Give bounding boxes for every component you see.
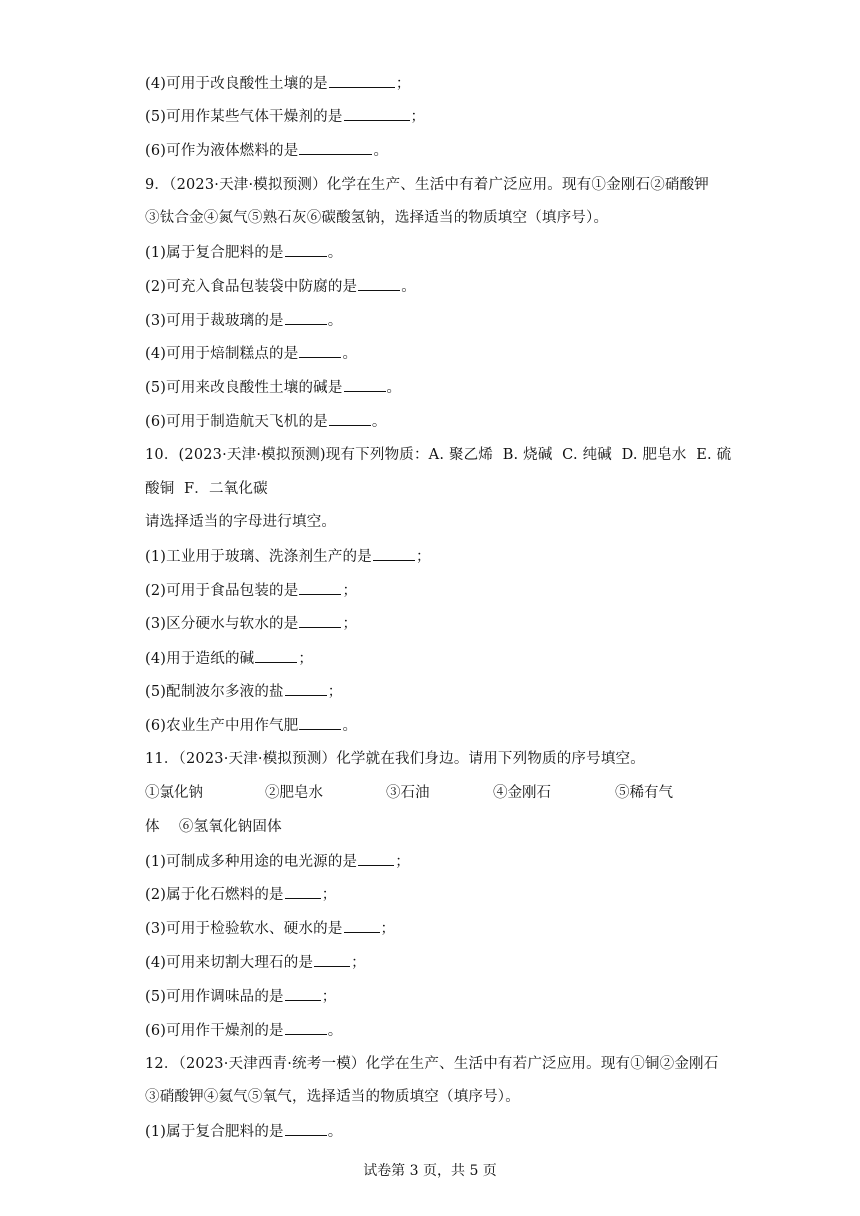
line-text: (5)可用来改良酸性土壤的碱是 xyxy=(145,380,343,396)
line-text: (3)区分硬水与软水的是 xyxy=(145,616,299,632)
question-line xyxy=(145,310,342,331)
line-punct: ； xyxy=(410,109,426,125)
line-punct: ； xyxy=(380,921,396,937)
question-line xyxy=(145,952,366,973)
answer-blank[interactable] xyxy=(373,546,415,561)
answer-blank[interactable] xyxy=(285,1121,327,1136)
question-line: 12．（2023·天津西青·统考一模）化学在生产、生活中有若广泛应用。现有①铜②金刚石 xyxy=(145,1056,719,1072)
line-text: (6)可用作干燥剂的是 xyxy=(145,1023,284,1039)
question-line: 体 ⑥氢氧化钠固体 xyxy=(145,819,282,835)
answer-blank[interactable] xyxy=(299,613,341,628)
line-punct: ； xyxy=(415,549,431,565)
line-text: (1)可制成多种用途的电光源的是 xyxy=(145,854,358,870)
answer-blank[interactable] xyxy=(358,276,400,291)
line-text: (6)可用于制造航天飞机的是 xyxy=(145,414,328,430)
answer-blank[interactable] xyxy=(314,952,350,967)
question-line xyxy=(145,580,357,601)
option-item: ②肥皂水 xyxy=(265,785,323,801)
line-punct: 。 xyxy=(386,380,402,396)
line-text: (4)可用于焙制糕点的是 xyxy=(145,346,299,362)
line-punct: ； xyxy=(342,583,358,599)
question-line xyxy=(145,613,357,634)
line-punct: ； xyxy=(395,854,410,870)
line-text: (3)可用于检验软水、硬水的是 xyxy=(145,921,343,937)
line-punct: ； xyxy=(298,651,314,667)
line-punct: ； xyxy=(342,616,358,632)
line-text: (2)可用于食品包装的是 xyxy=(145,583,299,599)
option-item: ⑤稀有气 xyxy=(615,785,673,801)
question-line: 酸铜 F．二氧化碳 xyxy=(145,481,268,497)
line-text: (1)工业用于玻璃、洗涤剂生产的是 xyxy=(145,549,372,565)
answer-blank[interactable] xyxy=(285,884,321,899)
line-text: (4)用于造纸的碱 xyxy=(145,651,255,667)
question-line: 10．(2023·天津·模拟预测)现有下列物质：A. 聚乙烯 B. 烧碱 C. 纯碱 D. 肥皂水 E. 硫 xyxy=(145,447,732,463)
question-line xyxy=(145,140,388,161)
line-punct: 。 xyxy=(342,718,358,734)
question-line xyxy=(145,276,416,297)
line-text: (4)可用来切割大理石的是 xyxy=(145,955,314,971)
line-punct: 。 xyxy=(401,279,416,295)
answer-blank[interactable] xyxy=(299,140,372,155)
question-line xyxy=(145,648,313,669)
question-line xyxy=(145,681,342,702)
question-line xyxy=(145,1020,342,1041)
question-line xyxy=(145,411,387,432)
answer-blank[interactable] xyxy=(344,918,380,933)
line-text: (2)属于化石燃料的是 xyxy=(145,887,284,903)
question-line: 9．（2023·天津·模拟预测）化学在生产、生活中有着广泛应用。现有①金刚石②硝酸钾 xyxy=(145,177,709,193)
question-line: 请选择适当的字母进行填空。 xyxy=(145,514,337,530)
line-text: (5)配制波尔多液的盐 xyxy=(145,684,284,700)
answer-blank[interactable] xyxy=(344,106,410,121)
line-text: (3)可用于裁玻璃的是 xyxy=(145,313,284,329)
line-text: (6)可作为液体燃料的是 xyxy=(145,143,299,159)
answer-blank[interactable] xyxy=(285,681,327,696)
answer-blank[interactable] xyxy=(329,411,371,426)
answer-blank[interactable] xyxy=(344,377,386,392)
answer-blank[interactable] xyxy=(285,242,327,257)
question-line xyxy=(145,343,357,364)
answer-blank[interactable] xyxy=(329,73,395,88)
question-line: ③钛合金④氮气⑤熟石灰⑥碳酸氢钠，选择适当的物质填空（填序号）。 xyxy=(145,210,609,226)
line-punct: ； xyxy=(351,955,366,971)
line-punct: 。 xyxy=(373,143,389,159)
line-text: (2)可充入食品包装袋中防腐的是 xyxy=(145,279,358,295)
line-text: (5)可用作调味品的是 xyxy=(145,989,284,1005)
question-line xyxy=(145,1121,342,1142)
question-line xyxy=(145,986,336,1007)
line-text: (6)农业生产中用作气肥 xyxy=(145,718,299,734)
line-punct: ； xyxy=(321,887,337,903)
question-line: ③硝酸钾④氦气⑤氧气，选择适当的物质填空（填序号）。 xyxy=(145,1089,520,1105)
line-punct: 。 xyxy=(327,313,343,329)
question-line xyxy=(145,242,342,263)
question-line xyxy=(145,73,411,94)
page-footer: 试卷第 3 页，共 5 页 xyxy=(363,1163,497,1179)
answer-blank[interactable] xyxy=(299,715,341,730)
line-punct: 。 xyxy=(327,1124,343,1140)
option-item: ①氯化钠 xyxy=(145,785,203,801)
option-item: ④金刚石 xyxy=(493,785,551,801)
question-line xyxy=(145,851,410,872)
option-item: ③石油 xyxy=(386,785,430,801)
answer-blank[interactable] xyxy=(255,648,297,663)
answer-blank[interactable] xyxy=(285,310,327,325)
line-text: (1)属于复合肥料的是 xyxy=(145,245,284,261)
answer-blank[interactable] xyxy=(285,1020,327,1035)
line-punct: ； xyxy=(327,684,343,700)
line-text: (4)可用于改良酸性土壤的是 xyxy=(145,76,328,92)
question-line xyxy=(145,884,336,905)
answer-blank[interactable] xyxy=(285,986,321,1001)
answer-blank[interactable] xyxy=(299,343,341,358)
question-line xyxy=(145,106,425,127)
line-punct: 。 xyxy=(327,1023,343,1039)
line-punct: 。 xyxy=(371,414,387,430)
answer-blank[interactable] xyxy=(299,580,341,595)
question-line: 11．（2023·天津·模拟预测）化学就在我们身边。请用下列物质的序号填空。 xyxy=(145,751,645,767)
line-text: (5)可用作某些气体干燥剂的是 xyxy=(145,109,343,125)
line-punct: ； xyxy=(321,989,337,1005)
question-line xyxy=(145,918,395,939)
answer-blank[interactable] xyxy=(358,851,394,866)
line-punct: 。 xyxy=(327,245,343,261)
line-text: (1)属于复合肥料的是 xyxy=(145,1124,284,1140)
line-punct: ； xyxy=(395,76,411,92)
question-line xyxy=(145,546,431,567)
question-line xyxy=(145,377,401,398)
line-punct: 。 xyxy=(342,346,358,362)
question-line xyxy=(145,715,357,736)
